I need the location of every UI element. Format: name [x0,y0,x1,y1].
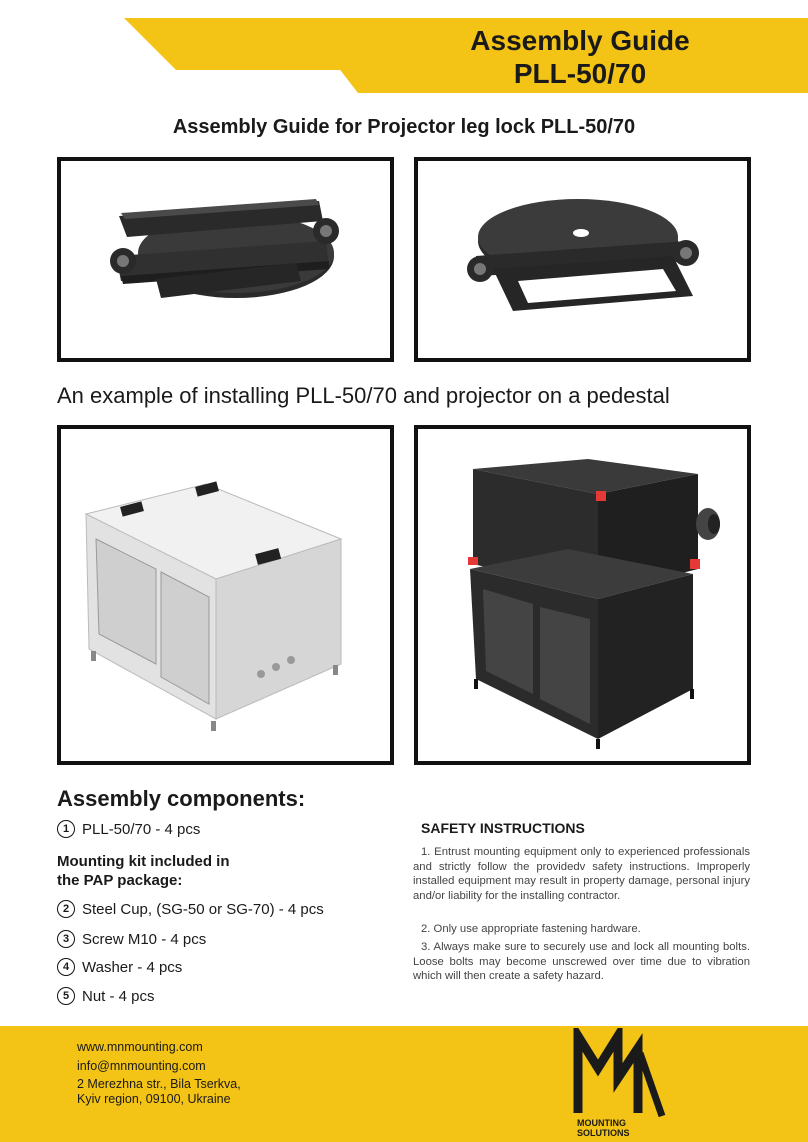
component-item-5 [57,987,155,1005]
white-pedestal-illustration [61,429,390,761]
component-text: Washer - 4 pcs [82,958,183,976]
leg-lock-back-image [414,157,751,362]
example-heading: An example of installing PLL-50/70 and projector on a pedestal [57,383,670,408]
logo-line-1: MOUNTING [577,1118,626,1128]
leg-lock-front-image [57,157,394,362]
component-item-2 [57,900,324,918]
email-link[interactable]: info@mnmounting.com [77,1059,206,1073]
component-text: PLL-50/70 - 4 pcs [82,820,201,838]
safety-paragraph-3: 3. Always make sure to securely use and lock all mounting bolts. Loose bolts may become unscrewed over time due to vibration which will then create a safety hazard. [413,941,750,982]
component-text: Screw M10 - 4 pcs [82,930,207,948]
component-text: Nut - 4 pcs [82,987,155,1005]
logo-wordmark [577,1118,630,1138]
number-badge: 5 [57,987,75,1005]
projector-on-pedestal-image [414,425,751,765]
component-item-1 [57,820,200,838]
safety-paragraph-1: 1. Entrust mounting equipment only to experienced professionals and strictly follow the providedv safety instructions. Improperly installed equipment may result in property damage, personal injury and/or liability for the installing contractor. [413,846,750,902]
components-title: Assembly components: [57,786,306,811]
kit-title-line-1: Mounting kit included in [57,853,230,870]
leg-lock-back-illustration [418,161,747,358]
logo-line-2: SOLUTIONS [577,1128,630,1138]
page-title [300,24,808,90]
mounting-kit-title [57,852,317,890]
title-line-1: Assembly Guide [470,25,690,56]
leg-lock-front-illustration [61,161,390,358]
number-badge: 2 [57,900,75,918]
component-text: Steel Cup, (SG-50 or SG-70) - 4 pcs [82,900,324,918]
website-link[interactable]: www.mnmounting.com [77,1040,203,1054]
number-badge: 1 [57,820,75,838]
safety-paragraph-2: 2. Only use appropriate fastening hardware. [421,923,641,935]
kit-title-line-2: the PAP package: [57,872,183,889]
pedestal-image [57,425,394,765]
component-item-4 [57,958,182,976]
number-badge: 3 [57,930,75,948]
safety-title: SAFETY INSTRUCTIONS [421,820,585,836]
address-line-1: 2 Merezhna str., Bila Tserkva, [77,1077,241,1091]
component-item-3 [57,930,206,948]
title-line-2: PLL-50/70 [513,58,647,89]
mn-logo-icon [570,1028,670,1120]
projector-pedestal-illustration [418,429,747,761]
number-badge: 4 [57,958,75,976]
address-line-2: Kyiv region, 09100, Ukraine [77,1092,231,1106]
subtitle: Assembly Guide for Projector leg lock PLL-50/70 [172,116,636,138]
